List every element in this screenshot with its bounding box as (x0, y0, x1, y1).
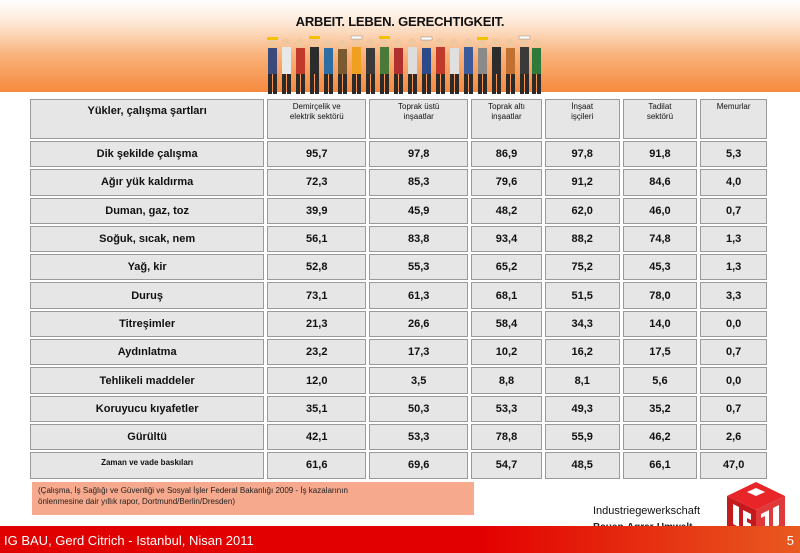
row-value: 48,2 (471, 198, 542, 224)
header-col-5-line1: Tadilat (648, 102, 672, 111)
source-line-1: (Çalışma, İş Sağlığı ve Güvenliği ve Sosyal İşler Federal Bakanlığı 2009 - İş kazalarının (38, 486, 348, 495)
row-label: Titreşimler (30, 311, 264, 337)
row-value: 84,6 (623, 169, 698, 195)
row-value: 48,5 (545, 452, 620, 478)
brand-name: Industriegewerkschaft (593, 505, 700, 517)
header-col-2-line1: Toprak üstü (398, 102, 440, 111)
header-col-6-line1: Memurlar (716, 102, 751, 111)
row-value: 35,2 (623, 396, 698, 422)
row-value: 39,9 (267, 198, 366, 224)
row-value: 54,7 (471, 452, 542, 478)
row-value: 14,0 (623, 311, 698, 337)
row-value: 91,8 (623, 141, 698, 167)
row-value: 97,8 (545, 141, 620, 167)
header-col-2-line2: inşaatlar (403, 112, 434, 121)
footer-text: IG BAU, Gerd Citrich - Istanbul, Nisan 2011 (4, 533, 254, 548)
header-col-6 (700, 99, 767, 139)
row-value: 52,8 (267, 254, 366, 280)
row-label: Aydınlatma (30, 339, 264, 365)
row-value: 1,3 (700, 254, 767, 280)
row-value: 93,4 (471, 226, 542, 252)
row-value: 91,2 (545, 169, 620, 195)
row-value: 58,4 (471, 311, 542, 337)
header-col-1-line1: Demirçelik ve (292, 102, 341, 111)
row-value: 46,2 (623, 424, 698, 450)
row-value: 47,0 (700, 452, 767, 478)
table-row (30, 424, 767, 450)
workload-table (27, 97, 770, 481)
row-value: 85,3 (369, 169, 468, 195)
header-col-3-line2: inşaatlar (491, 112, 522, 121)
row-value: 61,6 (267, 452, 366, 478)
table-row (30, 141, 767, 167)
row-value: 86,9 (471, 141, 542, 167)
header-col-4-line1: İnşaat (571, 102, 594, 111)
row-value: 1,3 (700, 226, 767, 252)
row-label: Tehlikeli maddeler (30, 367, 264, 393)
row-value: 23,2 (267, 339, 366, 365)
row-value: 55,9 (545, 424, 620, 450)
row-label: Soğuk, sıcak, nem (30, 226, 264, 252)
table-row (30, 311, 767, 337)
row-value: 55,3 (369, 254, 468, 280)
table-body (30, 141, 767, 479)
row-value: 75,2 (545, 254, 620, 280)
row-label: Zaman ve vade baskıları (30, 452, 264, 478)
table-row (30, 339, 767, 365)
row-value: 34,3 (545, 311, 620, 337)
row-value: 12,0 (267, 367, 366, 393)
table-row (30, 367, 767, 393)
row-value: 79,6 (471, 169, 542, 195)
row-value: 74,8 (623, 226, 698, 252)
row-value: 0,7 (700, 339, 767, 365)
row-value: 45,9 (369, 198, 468, 224)
row-value: 83,8 (369, 226, 468, 252)
workers-illustration (262, 34, 546, 96)
row-value: 17,3 (369, 339, 468, 365)
row-value: 46,0 (623, 198, 698, 224)
row-value: 62,0 (545, 198, 620, 224)
row-label: Gürültü (30, 424, 264, 450)
row-value: 8,8 (471, 367, 542, 393)
row-value: 0,7 (700, 198, 767, 224)
header-col-5 (623, 99, 698, 139)
page-number: 5 (786, 533, 794, 548)
row-value: 42,1 (267, 424, 366, 450)
header-col-4-line2: işçileri (571, 112, 594, 121)
row-value: 21,3 (267, 311, 366, 337)
row-value: 53,3 (471, 396, 542, 422)
row-value: 78,8 (471, 424, 542, 450)
source-note (32, 482, 474, 515)
row-value: 97,8 (369, 141, 468, 167)
header-col-2 (369, 99, 468, 139)
row-value: 72,3 (267, 169, 366, 195)
row-label: Dik şekilde çalışma (30, 141, 264, 167)
row-value: 73,1 (267, 282, 366, 308)
source-line-2: önlenmesine dair yıllık rapor, Dortmund/Berlin/Dresden) (38, 497, 235, 506)
row-value: 5,6 (623, 367, 698, 393)
header-col-3 (471, 99, 542, 139)
row-label: Koruyucu kıyafetler (30, 396, 264, 422)
header-label: Yükler, çalışma şartları (30, 99, 264, 139)
row-value: 4,0 (700, 169, 767, 195)
row-value: 16,2 (545, 339, 620, 365)
row-value: 88,2 (545, 226, 620, 252)
row-value: 35,1 (267, 396, 366, 422)
row-value: 56,1 (267, 226, 366, 252)
row-value: 8,1 (545, 367, 620, 393)
row-label: Duman, gaz, toz (30, 198, 264, 224)
table-row (30, 198, 767, 224)
row-value: 0,0 (700, 311, 767, 337)
worker-figures (267, 36, 541, 94)
row-value: 66,1 (623, 452, 698, 478)
row-value: 0,7 (700, 396, 767, 422)
row-value: 61,3 (369, 282, 468, 308)
table-row (30, 282, 767, 308)
row-value: 49,3 (545, 396, 620, 422)
row-value: 51,5 (545, 282, 620, 308)
row-value: 65,2 (471, 254, 542, 280)
row-value: 78,0 (623, 282, 698, 308)
row-value: 0,0 (700, 367, 767, 393)
row-value: 68,1 (471, 282, 542, 308)
table-row (30, 226, 767, 252)
table-header-row (30, 99, 767, 139)
slogan: ARBEIT. LEBEN. GERECHTIGKEIT. (295, 14, 505, 29)
header-col-1-line2: elektrik sektörü (289, 112, 344, 121)
row-value: 50,3 (369, 396, 468, 422)
row-value: 45,3 (623, 254, 698, 280)
row-value: 17,5 (623, 339, 698, 365)
table-row (30, 452, 767, 478)
row-value: 3,5 (369, 367, 468, 393)
row-value: 3,3 (700, 282, 767, 308)
header-col-5-line2: sektörü (646, 112, 674, 121)
header-col-4 (545, 99, 620, 139)
row-value: 10,2 (471, 339, 542, 365)
table-row (30, 396, 767, 422)
row-value: 5,3 (700, 141, 767, 167)
row-value: 53,3 (369, 424, 468, 450)
row-value: 2,6 (700, 424, 767, 450)
header-col-3-line1: Toprak altı (488, 102, 525, 111)
row-label: Ağır yük kaldırma (30, 169, 264, 195)
table-row (30, 169, 767, 195)
row-value: 26,6 (369, 311, 468, 337)
row-label: Yağ, kir (30, 254, 264, 280)
row-value: 69,6 (369, 452, 468, 478)
row-label: Duruş (30, 282, 264, 308)
row-value: 95,7 (267, 141, 366, 167)
header-col-1 (267, 99, 366, 139)
table-row (30, 254, 767, 280)
